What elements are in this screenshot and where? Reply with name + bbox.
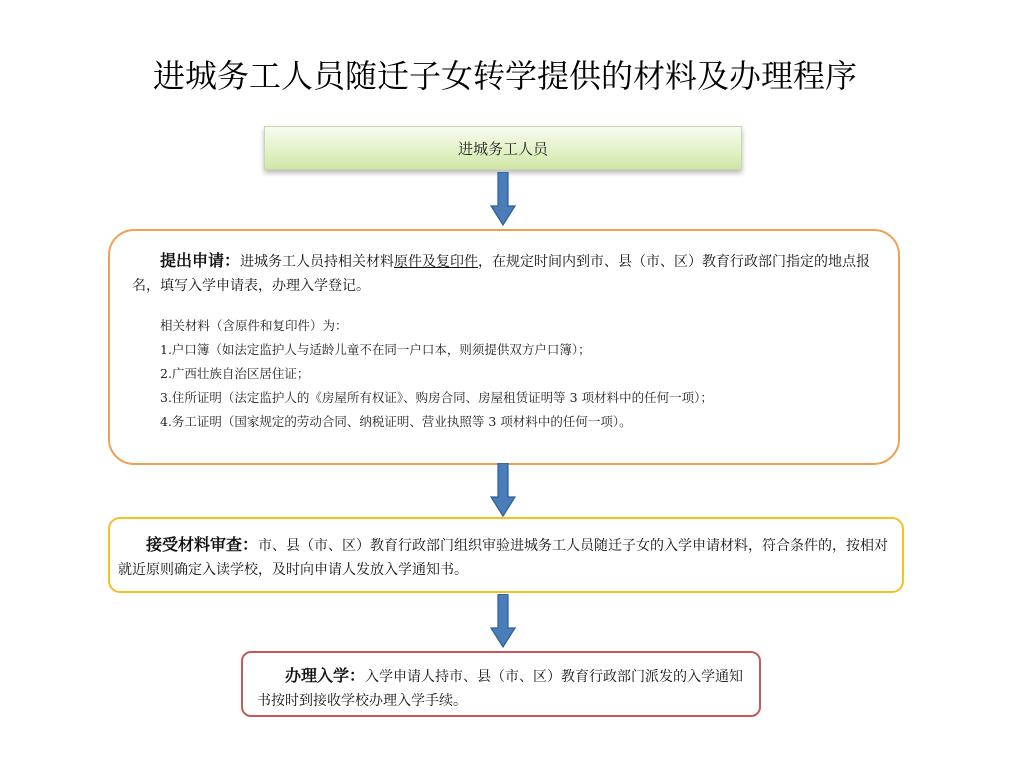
start-node-label: 进城务工人员 — [457, 139, 548, 158]
materials-item: 3.住所证明（法定监护人的《房屋所有权证》、购房合同、房屋租赁证明等 3 项材料中的任何一项）； — [160, 390, 713, 405]
enroll-description — [257, 664, 745, 713]
apply-text-after: ，在规定时间内到市、县（市、区）教育行政部门指定的地点报名，填写入学申请表，办理入学登记。 — [132, 254, 871, 294]
materials-intro: 相关材料（含原件和复印件）为： — [160, 318, 348, 333]
enroll-text: 入学申请人持市、县（市、区）教育行政部门派发的入学通知书按时到接收学校办理入学手续。 — [257, 669, 744, 709]
review-description — [118, 533, 894, 582]
page-title: 进城务工人员随迁子女转学提供的材料及办理程序 — [152, 57, 857, 95]
enroll-heading: 办理入学： — [285, 666, 366, 685]
start-node-migrant-workers — [264, 126, 742, 170]
review-heading: 接受材料审查： — [146, 535, 259, 554]
flow-arrow-1 — [490, 172, 516, 226]
flow-arrow-2 — [490, 463, 516, 517]
step-review-box — [108, 517, 904, 593]
flow-arrow-3 — [490, 594, 516, 648]
step-enroll-box — [241, 651, 761, 717]
apply-text-underlined: 原件及复印件 — [394, 254, 479, 270]
apply-text-before: 进城务工人员持相关材料 — [240, 254, 395, 270]
apply-heading: 提出申请： — [160, 251, 241, 270]
materials-item: 2.广西壮族自治区居住证； — [160, 366, 310, 381]
materials-item: 1.户口簿（如法定监护人与适龄儿童不在同一户口本，则须提供双方户口簿）； — [160, 342, 591, 357]
apply-description — [132, 249, 876, 298]
step-apply-box — [108, 229, 900, 465]
review-text: 市、县（市、区）教育行政部门组织审验进城务工人员随迁子女的入学申请材料，符合条件的，按相对就近原则确定入读学校，及时向申请人发放入学通知书。 — [118, 538, 889, 578]
materials-item: 4.务工证明（国家规定的劳动合同、纳税证明、营业执照等 3 项材料中的任何一项）。 — [160, 414, 632, 429]
materials-list — [132, 314, 876, 434]
